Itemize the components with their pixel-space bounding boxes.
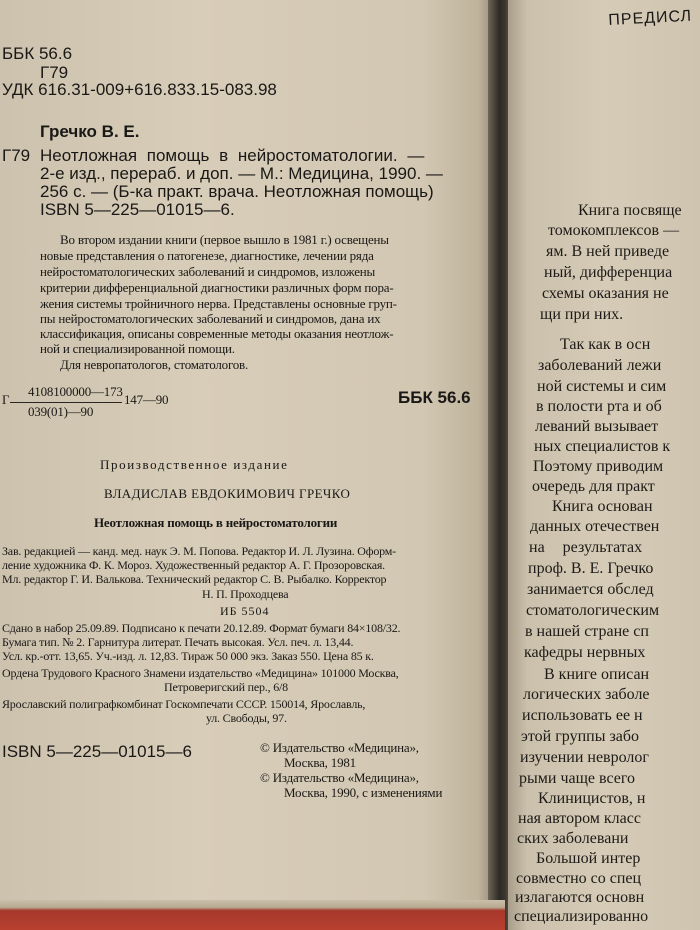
- author-full: ВЛАДИСЛАВ ЕВДОКИМОВИЧ ГРЕЧКО: [104, 486, 351, 501]
- bib-line: Неотложная помощь в нейростоматологии. —: [40, 146, 425, 165]
- preface-line: изучении невролог: [520, 749, 649, 766]
- preface-line: ной системы и сим: [537, 378, 667, 395]
- print-line: Бумага тип. № 2. Гарнитура литерат. Печать высокая. Усл. печ. л. 13,44.: [2, 635, 354, 649]
- abstract-line: пы нейростоматологических заболеваний и синдромов, дана их: [40, 311, 381, 326]
- preface-line: в полости рта и об: [536, 398, 662, 415]
- abstract-line: новые представления о патогенезе, диагностике, лечении ряда: [40, 248, 374, 263]
- bib-line: 2-е изд., перераб. и доп. — М.: Медицина, 1990. —: [40, 164, 443, 183]
- preface-line: рыми чаще всего: [519, 770, 636, 787]
- preface-line: ских заболевани: [517, 830, 629, 847]
- preface-line: на результатах: [529, 539, 643, 556]
- staff-line: Зав. редакцией — канд. мед. наук Э. М. Попова. Редактор И. Л. Лузина. Оформ-: [2, 544, 396, 558]
- preface-line: Большой интер: [536, 850, 641, 867]
- preface-line: занимается обслед: [527, 581, 654, 598]
- abstract-line: жения системы тройничного нерва. Представлены основные груп-: [40, 296, 397, 311]
- right-page: [508, 0, 700, 930]
- preface-line: Клиницистов, н: [538, 790, 646, 807]
- isbn-bottom: ISBN 5—225—01015—6: [2, 742, 192, 761]
- abstract-line: классификация, описаны современные методы оказания неотлож-: [40, 326, 394, 341]
- copyright-line: Москва, 1990, с изменениями: [284, 785, 443, 800]
- abstract-line: Для невропатологов, стоматологов.: [60, 357, 249, 372]
- preface-line: логических заболе: [523, 686, 650, 703]
- book-title: Неотложная помощь в нейростоматологии: [94, 515, 338, 530]
- preface-line: Так как в осн: [560, 336, 651, 353]
- abstract-line: Во втором издании книги (первое вышло в 1981 г.) освещены: [60, 232, 389, 247]
- preface-line: В книге описан: [544, 666, 650, 683]
- preface-heading: ПРЕДИСЛ: [608, 7, 693, 29]
- abstract-line: нейростоматологических заболеваний и синдромов, изложены: [40, 264, 376, 279]
- ib-number: ИБ 5504: [220, 604, 270, 618]
- preface-line: ных специалистов к: [534, 438, 671, 455]
- preface-line: Поэтому приводим: [533, 458, 664, 475]
- edition-type: Производственное издание: [100, 457, 289, 472]
- preface-line: проф. В. Е. Гречко: [528, 560, 654, 577]
- print-line: Сдано в набор 25.09.89. Подписано к печати 20.12.89. Формат бумаги 84×108/32.: [2, 621, 401, 635]
- preface-line: кафедры нервных: [524, 644, 646, 661]
- preface-line: в нашей стране сп: [525, 623, 649, 640]
- udk-code: УДК 616.31-009+616.833.15-083.98: [2, 80, 277, 99]
- preface-line: этой группы забо: [521, 728, 639, 745]
- preface-line: данных отечествен: [530, 518, 660, 535]
- printer-line: Ярославский полиграфкомбинат Госкомпечати СССР. 150014, Ярославль,: [2, 697, 366, 711]
- copyright-line: © Издательство «Медицина»,: [260, 770, 419, 785]
- preface-line: стоматологическим: [526, 602, 660, 619]
- printer-line: ул. Свободы, 97.: [206, 711, 287, 725]
- fraction-bar: [10, 402, 122, 403]
- bib-line: 256 с. — (Б-ка практ. врача. Неотложная помощь): [40, 182, 434, 201]
- preface-line: ный, дифференциа: [544, 264, 673, 281]
- copyright-line: © Издательство «Медицина»,: [260, 740, 419, 755]
- preface-line: очередь для практ: [532, 478, 655, 495]
- copyright-line: Москва, 1981: [284, 755, 356, 770]
- author-name: Гречко В. Е.: [40, 122, 140, 141]
- preface-line: использовать ее н: [522, 707, 643, 724]
- bib-line: ISBN 5—225—01015—6.: [40, 200, 235, 219]
- abstract-line: критерии дифференциальной диагностики различных форм пора-: [40, 280, 394, 295]
- bbk-index: ББК 56.6: [398, 388, 471, 407]
- code-prefix: Г: [2, 392, 10, 407]
- preface-line: излагаются основн: [515, 889, 645, 906]
- code-numerator: 4108100000—173: [28, 384, 123, 399]
- preface-line: схемы оказания не: [542, 285, 669, 302]
- staff-line: Мл. редактор Г. И. Валькова. Технический редактор С. В. Рыбалко. Корректор: [2, 572, 387, 586]
- publisher-line: Ордена Трудового Красного Знамени издательство «Медицина» 101000 Москва,: [2, 666, 399, 680]
- code-tail: 147—90: [124, 392, 169, 407]
- preface-line: совместно со спец: [516, 870, 642, 887]
- author-mark: Г79: [40, 63, 69, 82]
- staff-line: Н. П. Проходцева: [202, 587, 289, 601]
- bib-prefix: Г79: [2, 146, 31, 165]
- bbk-code: ББК 56.6: [2, 44, 73, 63]
- print-line: Усл. кр.-отт. 13,65. Уч.-изд. л. 12,83. Тираж 50 000 экз. Заказ 550. Цена 85 к.: [2, 649, 374, 663]
- preface-line: специализированно: [514, 908, 649, 925]
- code-denominator: 039(01)—90: [28, 404, 94, 419]
- preface-line: заболеваний лежи: [538, 357, 662, 374]
- book-cover-edge: [0, 900, 505, 930]
- staff-line: ление художника Ф. К. Мороз. Художественный редактор А. Г. Прозоровская.: [2, 558, 385, 572]
- preface-line: ям. В ней приведе: [546, 243, 670, 260]
- preface-line: томокомплексов —: [548, 222, 680, 239]
- preface-line: ная автором класс: [518, 810, 641, 827]
- publisher-line: Петроверигский пер., 6/8: [164, 680, 288, 694]
- abstract-line: ной и специализированной помощи.: [40, 341, 235, 356]
- preface-line: леваний вызывает: [535, 418, 659, 435]
- preface-line: щи при них.: [540, 306, 624, 323]
- preface-line: Книга основан: [552, 498, 653, 515]
- preface-line: Книга посвяще: [578, 202, 682, 219]
